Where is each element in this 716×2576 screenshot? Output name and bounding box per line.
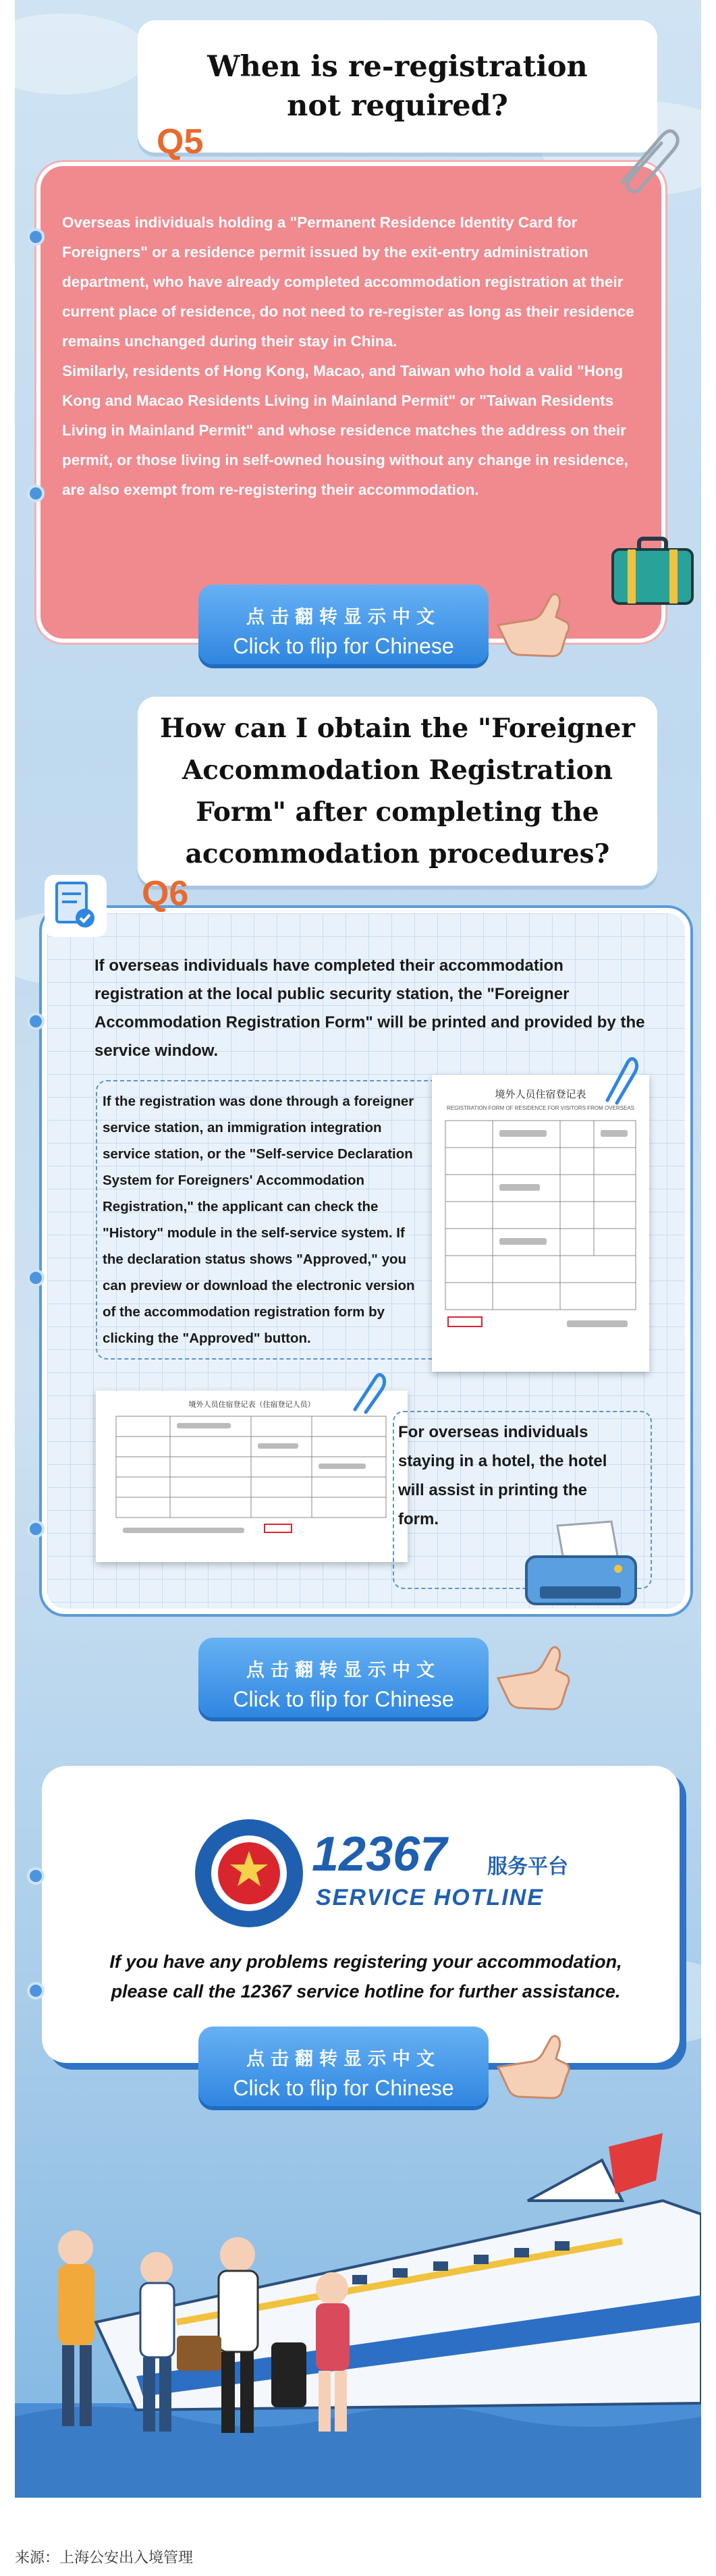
flip-chinese-button[interactable] (198, 2027, 489, 2106)
form1-table-lines (432, 1111, 649, 1354)
flip-button-cn-label: 点击翻转显示中文 (246, 2049, 441, 2069)
hotline-number: 12367 (312, 1827, 447, 1881)
q6-title-line-4: accommodation procedures? (185, 838, 610, 869)
q6-label: Q6 (142, 874, 189, 913)
form2-title: 境外人员住宿登记表（住宿登记人员） (188, 1401, 315, 1409)
side-ring-decoration (27, 1520, 45, 1538)
q6-intro-text: If overseas individuals have completed their accommodation registration at the local public security station, the "Foreigner Accommodation Registration Form" will be printed and provided by the service window. (94, 957, 645, 1060)
hotline-message-line-2: please call the 12367 service hotline for further assistance. (111, 1981, 621, 2002)
paperclip-icon (598, 1053, 638, 1107)
side-ring-decoration (27, 1867, 45, 1885)
printer-icon (517, 1519, 645, 1620)
hotline-message (76, 1947, 656, 2006)
flip-button-en-label: Click to flip for Chinese (233, 2076, 454, 2100)
hotline-message-line-1: If you have any problems registering your accommodation, (109, 1952, 622, 1972)
q6-service-station-text: If the registration was done through a foreigner service station, an immigration integration service station, or the "Self-service Declaration System for Foreigners' Accommodation Registration," the applicant can check the "History" module in the self-service system. If the declaration status shows "Approved," you can preview or download the electronic version of the accommodation registration form by clicking the "Approved" button. (103, 1094, 415, 1346)
checklist-document-icon (42, 872, 109, 940)
side-ring-decoration (27, 1269, 45, 1287)
q5-answer-panel (36, 162, 665, 643)
side-ring-decoration (27, 1982, 45, 2000)
q6-question-title (138, 697, 657, 886)
side-ring-decoration (27, 228, 45, 246)
immigration-emblem-icon (192, 1816, 306, 1931)
pointing-hand-icon (491, 585, 572, 659)
form1-subtitle: REGISTRATION FORM OF RESIDENCE FOR VISITORS FROM OVERSEAS (447, 1105, 634, 1111)
form1-title: 境外人员住宿登记表 (495, 1089, 586, 1100)
flip-button-en-label: Click to flip for Chinese (233, 1687, 454, 1711)
cruise-ship-travelers-illustration (15, 2120, 701, 2498)
paperclip-icon (346, 1369, 393, 1416)
flip-button-cn-label: 点击翻转显示中文 (246, 607, 441, 627)
flip-button-cn-label: 点击翻转显示中文 (246, 1660, 441, 1680)
q6-title-line-1: How can I obtain the "Foreigner (160, 713, 635, 744)
hotline-cn-suffix: 服务平台 (487, 1856, 568, 1878)
q6-title-line-2: Accommodation Registration (182, 755, 613, 786)
q6-hotel-text: For overseas individuals staying in a hotel, the hotel will assist in printing the form. (398, 1423, 607, 1528)
pointing-hand-icon (491, 1638, 572, 1712)
hotline-panel (42, 1766, 680, 2063)
q5-paragraph-1: Overseas individuals holding a "Permanent Residence Identity Card for Foreigners" or a residence permit issued by the exit-entry administration department, who have already completed accommodation registration at their current place of residence, do not need to re-register as long as their residence remains unchanged during their stay in China. (62, 214, 634, 350)
registration-form-image-1 (432, 1075, 649, 1372)
q5-answer-text (62, 208, 641, 505)
cloud-decoration (15, 14, 150, 95)
q5-title-line-2: not required? (287, 89, 508, 123)
form2-table-lines (96, 1410, 408, 1558)
q5-label: Q5 (157, 122, 204, 161)
flip-chinese-button[interactable] (198, 1638, 489, 1717)
suitcase-icon (609, 533, 696, 608)
infographic-poster (15, 0, 701, 2498)
source-caption: 来源：上海公安出入境管理 (15, 2550, 194, 2567)
pointing-hand-icon (491, 2027, 572, 2101)
side-ring-decoration (27, 485, 45, 502)
hotline-en-label: SERVICE HOTLINE (316, 1885, 544, 1910)
q5-paragraph-2: Similarly, residents of Hong Kong, Macao, and Taiwan who hold a valid "Hong Kong and Macao Residents Living in Mainland Permit" or "Taiwan Residents Living in Mainland Permit" and whose residence matches the address on their permit, or those living in self-owned housing without any change in residence, are also exempt from re-registering their accommodation. (62, 363, 628, 498)
q5-title-line-1: When is re-registration (207, 50, 588, 84)
flip-chinese-button[interactable] (198, 585, 489, 664)
side-ring-decoration (27, 1013, 45, 1030)
flip-button-en-label: Click to flip for Chinese (233, 634, 454, 658)
q5-question-title (138, 20, 657, 153)
paperclip-icon (609, 122, 683, 196)
q6-title-line-3: Form" after completing the (196, 797, 599, 828)
registration-form-image-2 (96, 1391, 408, 1562)
